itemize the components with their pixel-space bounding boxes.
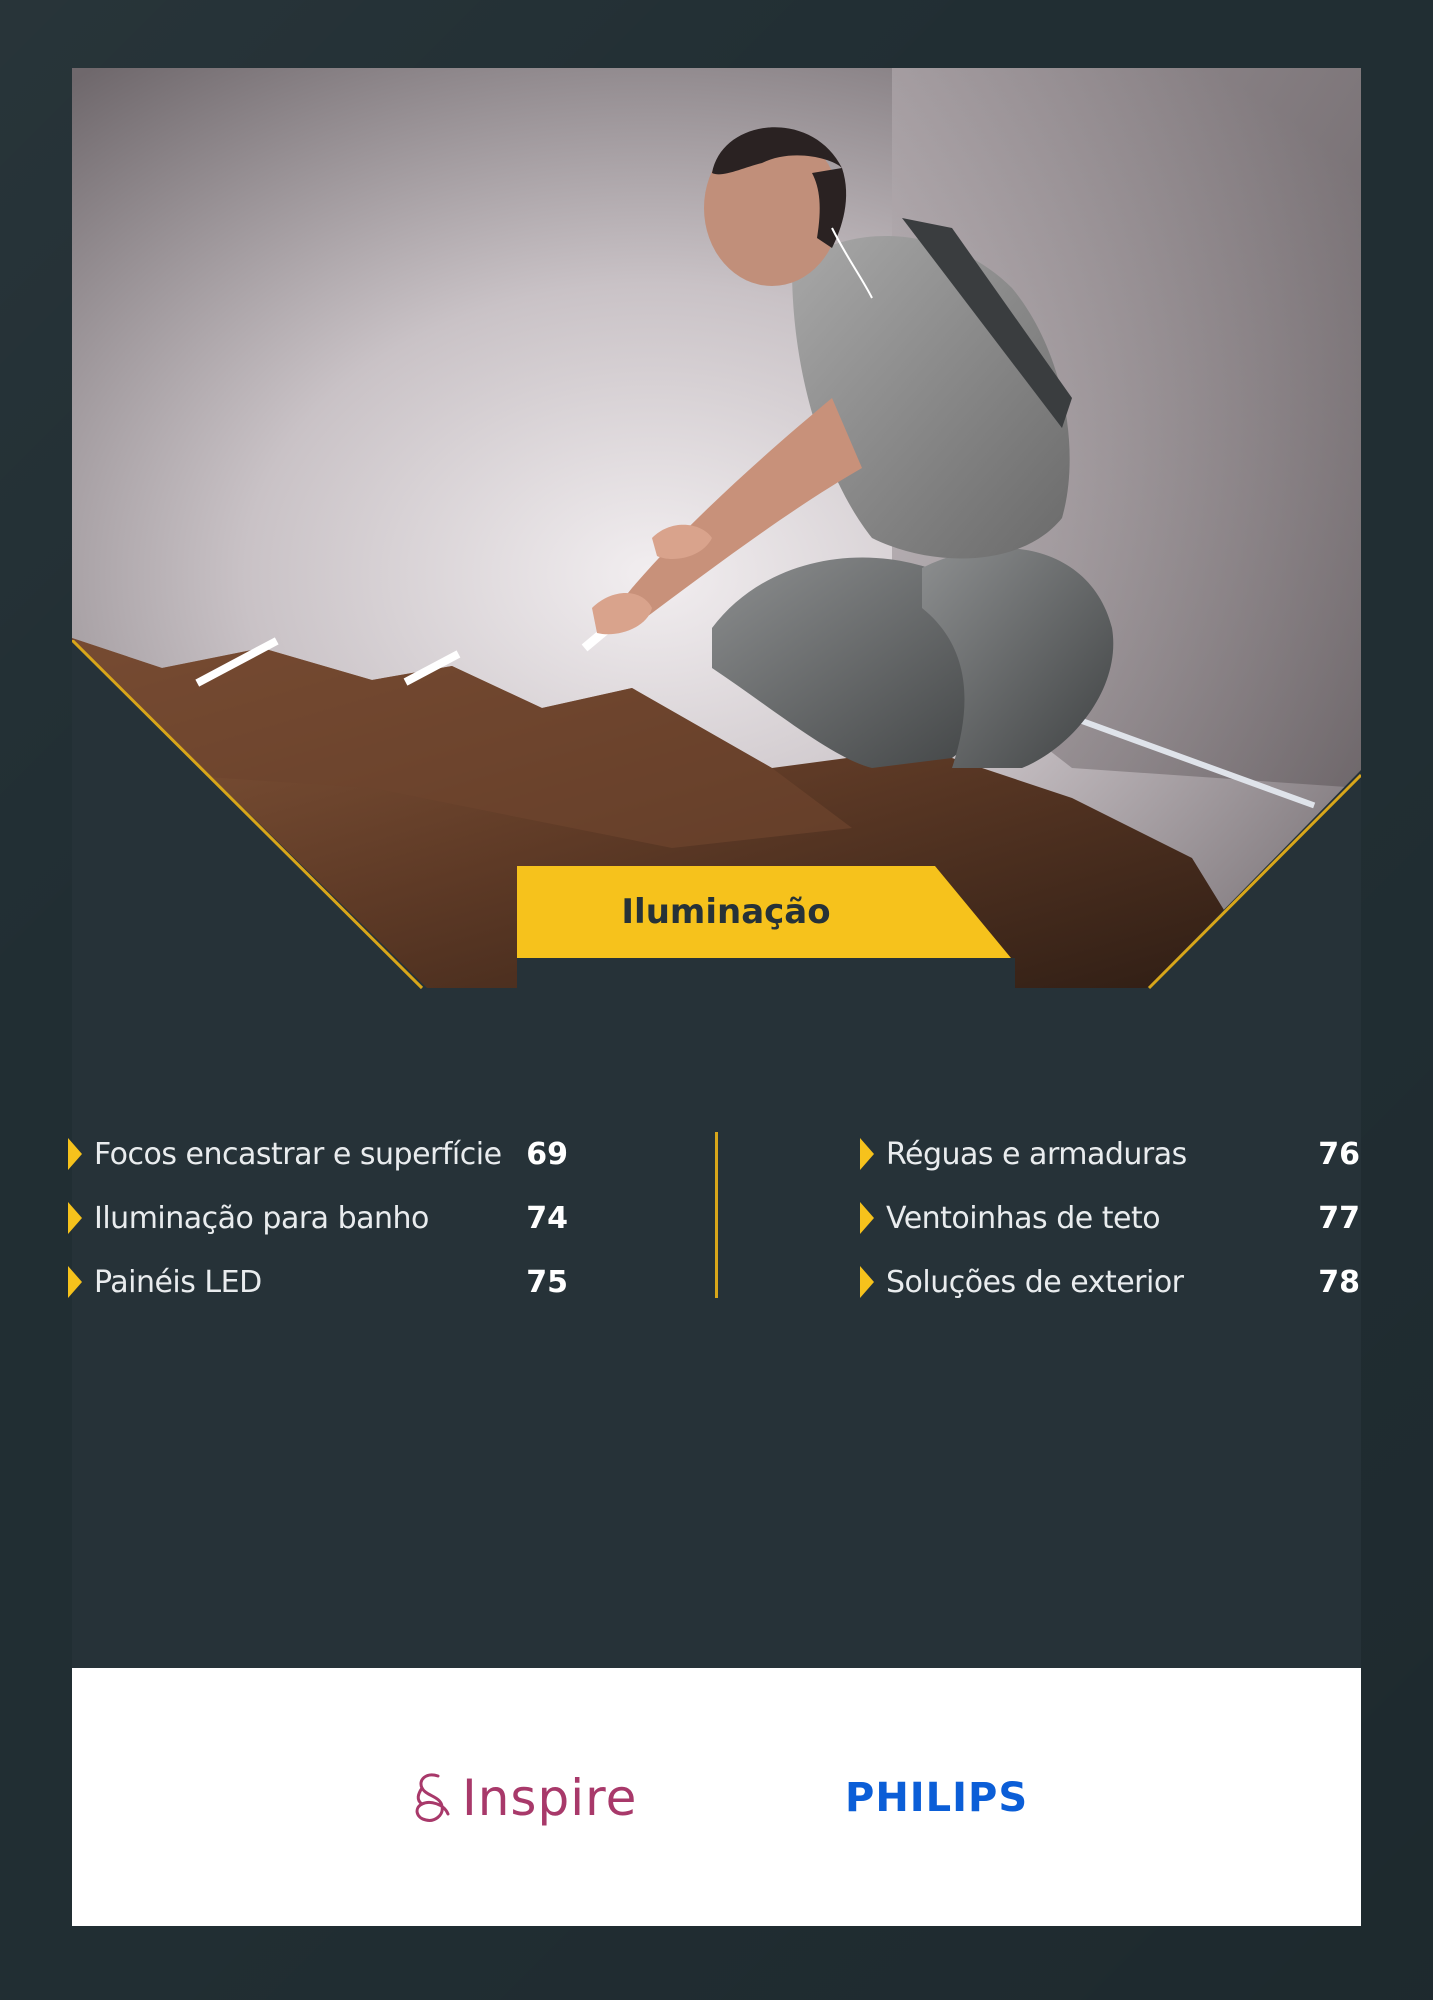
logo-box [72, 1668, 1361, 1926]
index-item[interactable] [68, 1122, 568, 1186]
index-list-right [860, 1122, 1360, 1314]
index-item[interactable] [68, 1250, 568, 1314]
inspire-mark-icon [410, 1770, 454, 1826]
index-item-label: Ventoinhas de teto [886, 1200, 1161, 1236]
index-item-label: Iluminação para banho [94, 1200, 429, 1236]
arrow-right-icon [860, 1202, 874, 1234]
tag-base [517, 958, 1015, 988]
arrow-right-icon [860, 1266, 874, 1298]
category-tag [517, 866, 1011, 958]
index-item-page: 77 [1318, 1200, 1360, 1236]
index-item-page: 74 [526, 1200, 568, 1236]
index-item[interactable] [860, 1250, 1360, 1314]
index-item-page: 78 [1318, 1264, 1360, 1300]
index-item-label: Painéis LED [94, 1264, 262, 1300]
inspire-logo [410, 1765, 637, 1831]
arrow-right-icon [68, 1266, 82, 1298]
index-item-page: 69 [526, 1136, 568, 1172]
inspire-logo-text: Inspire [462, 1769, 638, 1827]
index-item-page: 75 [526, 1264, 568, 1300]
category-title: Iluminação [621, 892, 831, 932]
arrow-right-icon [68, 1202, 82, 1234]
index-item-label: Soluções de exterior [886, 1264, 1184, 1300]
column-divider [715, 1132, 718, 1298]
arrow-right-icon [68, 1138, 82, 1170]
arrow-right-icon [860, 1138, 874, 1170]
index-item-label: Focos encastrar e superfície [94, 1136, 502, 1172]
index-item[interactable] [860, 1186, 1360, 1250]
index-item-page: 76 [1318, 1136, 1360, 1172]
index-item[interactable] [68, 1186, 568, 1250]
philips-logo: PHILIPS [845, 1775, 1029, 1821]
index-list-left [68, 1122, 568, 1314]
index-item-label: Réguas e armaduras [886, 1136, 1187, 1172]
index-item[interactable] [860, 1122, 1360, 1186]
